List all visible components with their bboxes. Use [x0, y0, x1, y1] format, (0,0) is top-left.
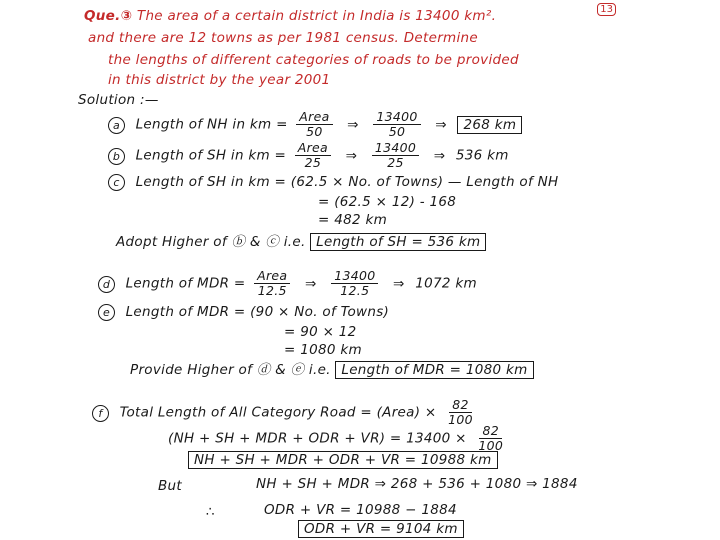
provide-result-box: Length of MDR = 1080 km: [335, 361, 533, 379]
step-a-fraction-2: $\frac{13400}{50}$: [373, 110, 420, 139]
therefore-line-box: [298, 521, 464, 538]
step-a: [108, 110, 522, 139]
step-f-fraction-2: $\frac{82}{100}$: [478, 423, 504, 453]
arrow-icon: ⇒: [393, 275, 405, 292]
adopt-text: Adopt Higher of ⓑ & ⓒ i.e.: [116, 234, 306, 250]
question-line-2: and there are 12 towns as per 1981 census. Determine: [88, 30, 479, 46]
step-a-marker: a: [108, 117, 125, 134]
provide-line: [130, 362, 534, 379]
question-line-1: [84, 8, 496, 25]
solution-heading: Solution :—: [78, 92, 159, 108]
step-c-text-1: Length of SH in km = (62.5 × No. of Towns) — Length of NH: [135, 174, 559, 190]
step-d-marker: d: [98, 276, 115, 293]
therefore-result-box: ODR + VR = 9104 km: [298, 520, 464, 538]
but-equation: NH + SH + MDR ⇒ 268 + 536 + 1080 ⇒ 1884: [256, 476, 578, 492]
step-c-line-1: [108, 174, 559, 191]
therefore-equation: ODR + VR = 10988 − 1884: [264, 502, 457, 518]
page-number: 13: [597, 3, 616, 16]
step-c-line-2: = (62.5 × 12) - 168: [318, 194, 457, 210]
step-d-result: 1072 km: [415, 275, 477, 292]
question-line-3: the lengths of different categories of roads to be provided: [108, 52, 519, 68]
arrow-icon: ⇒: [345, 147, 358, 164]
adopt-line: [116, 234, 486, 251]
step-c-line-3: = 482 km: [318, 212, 388, 228]
step-f-line-2: [168, 424, 510, 453]
question-text-1: The area of a certain district in India is 13400 km².: [136, 8, 497, 24]
question-line-4: in this district by the year 2001: [108, 72, 331, 88]
step-d-fraction-1: $\frac{\text{Area}}{12.5}$: [254, 269, 290, 298]
step-b-lhs: Length of SH in km =: [135, 147, 287, 164]
step-a-fraction-1: $\frac{\text{Area}}{50}$: [296, 110, 332, 139]
step-f-text-1: Total Length of All Category Road = (Area) ×: [119, 404, 437, 421]
arrow-icon: ⇒: [435, 116, 447, 133]
step-f-result-box: NH + SH + MDR + ODR + VR = 10988 km: [188, 451, 498, 469]
step-f-line-3: [188, 452, 498, 469]
step-e-line-3: = 1080 km: [284, 342, 362, 358]
question-label: Que.③: [84, 8, 133, 24]
step-d: [98, 269, 477, 298]
adopt-result-box: Length of SH = 536 km: [310, 233, 486, 251]
step-a-result-box: 268 km: [457, 116, 522, 134]
step-e-text-1: Length of MDR = (90 × No. of Towns): [125, 304, 390, 320]
but-label: But: [158, 478, 183, 494]
therefore-symbol: ∴: [206, 504, 215, 520]
but-line: [158, 478, 182, 495]
step-d-fraction-2: $\frac{13400}{12.5}$: [331, 269, 378, 298]
step-f-fraction-1: $\frac{82}{100}$: [448, 397, 473, 427]
provide-text: Provide Higher of ⓓ & ⓔ i.e.: [130, 362, 331, 378]
arrow-icon: ⇒: [304, 275, 317, 292]
step-b-fraction-1: $\frac{\text{Area}}{25}$: [295, 141, 331, 170]
step-d-lhs: Length of MDR =: [125, 275, 246, 292]
step-e-line-1: [98, 304, 389, 321]
step-f-text-2: (NH + SH + MDR + ODR + VR) = 13400 ×: [168, 430, 467, 447]
step-b-marker: b: [108, 148, 125, 165]
arrow-icon: ⇒: [433, 147, 446, 164]
step-b-fraction-2: $\frac{13400}{25}$: [372, 141, 419, 170]
step-a-lhs: Length of NH in km =: [135, 116, 288, 133]
step-f-line-1: [92, 398, 480, 427]
step-b-result: 536 km: [455, 147, 509, 164]
step-b: [108, 141, 509, 170]
arrow-icon: ⇒: [347, 116, 359, 133]
step-f-marker: f: [92, 405, 109, 422]
step-e-marker: e: [98, 304, 115, 321]
step-e-line-2: = 90 × 12: [284, 324, 357, 340]
step-c-marker: c: [108, 174, 125, 191]
